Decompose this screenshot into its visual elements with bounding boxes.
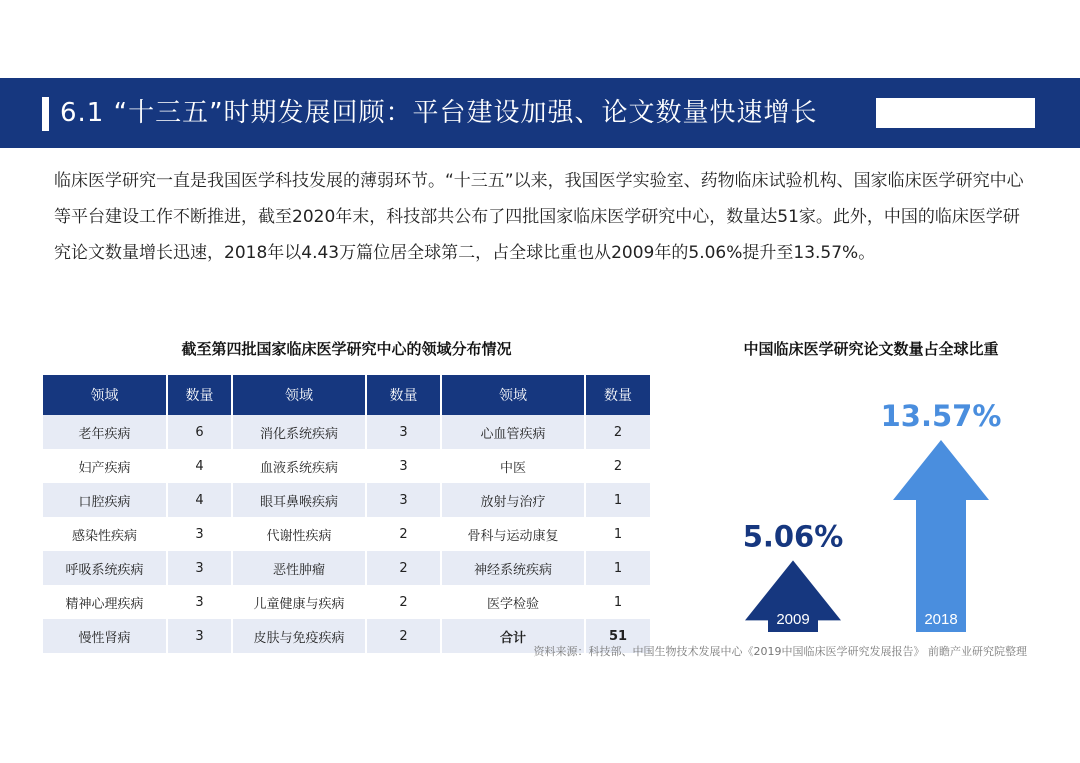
table-cell: 3: [167, 517, 232, 551]
table-cell: 感染性疾病: [43, 517, 167, 551]
table-cell: 2: [585, 449, 650, 483]
table-cell: 4: [167, 483, 232, 517]
table-cell: 2: [366, 551, 441, 585]
table-header-cell: 数量: [167, 375, 232, 415]
table-cell: 2: [585, 415, 650, 449]
table-cell: 眼耳鼻喉疾病: [232, 483, 366, 517]
table-row: [43, 585, 650, 619]
table-row: [43, 551, 650, 585]
title-banner-box: [876, 98, 1035, 128]
table-row: [43, 449, 650, 483]
page-title: 6.1 “十三五”时期发展回顾：平台建设加强、论文数量快速增长: [60, 98, 818, 128]
table-cell: 儿童健康与疾病: [232, 585, 366, 619]
table-cell: 呼吸系统疾病: [43, 551, 167, 585]
table-cell: 口腔疾病: [43, 483, 167, 517]
table-header-cell: 领域: [232, 375, 366, 415]
table-title: 截至第四批国家临床医学研究中心的领域分布情况: [181, 340, 512, 358]
table-cell: 3: [366, 449, 441, 483]
table-header-cell: 领域: [43, 375, 167, 415]
table-cell: 2: [366, 517, 441, 551]
table-cell: 放射与治疗: [441, 483, 585, 517]
table-cell: 恶性肿瘤: [232, 551, 366, 585]
table-cell: 精神心理疾病: [43, 585, 167, 619]
table-cell: 2: [366, 619, 441, 653]
table-cell: 1: [585, 483, 650, 517]
table-cell: 神经系统疾病: [441, 551, 585, 585]
table-cell: 骨科与运动康复: [441, 517, 585, 551]
table-cell: 1: [585, 551, 650, 585]
table-header-cell: 领域: [441, 375, 585, 415]
table-cell: 中医: [441, 449, 585, 483]
table-cell: 妇产疾病: [43, 449, 167, 483]
table-cell: 3: [366, 415, 441, 449]
category-label-2009: 2009: [776, 611, 810, 628]
domain-distribution-table: [43, 375, 650, 653]
table-row: [43, 415, 650, 449]
table-cell: 6: [167, 415, 232, 449]
table-cell: 代谢性疾病: [232, 517, 366, 551]
table-cell: 3: [167, 619, 232, 653]
table-header-cell: 数量: [366, 375, 441, 415]
table-cell: 医学检验: [441, 585, 585, 619]
table-cell: 4: [167, 449, 232, 483]
source-note: 资料来源：科技部、中国生物技术发展中心《2019中国临床医学研究发展报告》 前瞻产业研究院整理: [533, 645, 1027, 658]
table-cell: 3: [366, 483, 441, 517]
table-row: [43, 517, 650, 551]
table-total-label: 合计: [441, 619, 585, 653]
title-banner: [0, 78, 1080, 148]
table-header-row: [43, 375, 650, 415]
chart-title: 中国临床医学研究论文数量占全球比重: [743, 340, 999, 358]
table-row: [43, 483, 650, 517]
value-label-2009: 5.06%: [742, 519, 844, 554]
table-cell: 3: [167, 551, 232, 585]
table-cell: 1: [585, 517, 650, 551]
share-arrow-chart: [700, 360, 1036, 640]
table-cell: 消化系统疾病: [232, 415, 366, 449]
table-cell: 慢性肾病: [43, 619, 167, 653]
table-total-value: 51: [585, 619, 650, 653]
category-label-2018: 2018: [924, 611, 958, 628]
table-cell: 心血管疾病: [441, 415, 585, 449]
table-cell: 1: [585, 585, 650, 619]
intro-paragraph: 临床医学研究一直是我国医学科技发展的薄弱环节。“十三五”以来，我国医学实验室、药物临床试验机构、国家临床医学研究中心等平台建设工作不断推进，截至2020年末，科技部共公布了四批国家临床医学研究中心，数量达51家。此外，中国的临床医学研究论文数量增长迅速，2018年以4.43万篇位居全球第二，占全球比重也从2009年的5.06%提升至13.57%。: [54, 171, 1024, 263]
table-cell: 老年疾病: [43, 415, 167, 449]
title-accent-bar: [42, 97, 49, 131]
table-cell: 2: [366, 585, 441, 619]
bar-arrow-2018: [893, 440, 989, 632]
value-label-2018: 13.57%: [880, 399, 1002, 433]
table-cell: 血液系统疾病: [232, 449, 366, 483]
table-cell: 皮肤与免疫疾病: [232, 619, 366, 653]
table-header-cell: 数量: [585, 375, 650, 415]
table-cell: 3: [167, 585, 232, 619]
